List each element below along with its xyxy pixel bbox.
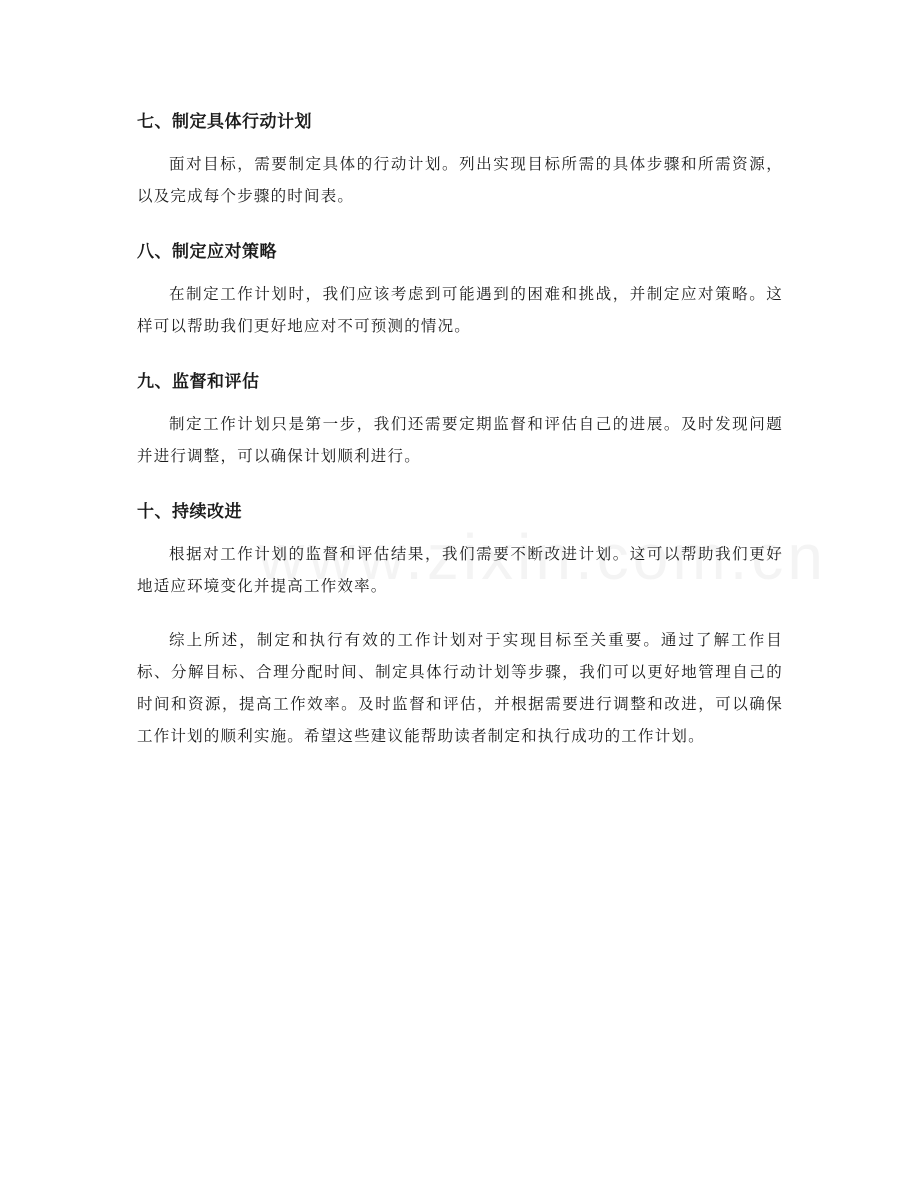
section-8	[137, 234, 783, 342]
section-heading: 七、制定具体行动计划	[137, 112, 312, 132]
section-heading: 八、制定应对策略	[137, 242, 277, 262]
section-heading: 十、持续改进	[137, 502, 242, 522]
section-paragraph: 制定工作计划只是第一步，我们还需要定期监督和评估自己的进展。及时发现问题并进行调整，可以确保计划顺利进行。	[137, 415, 783, 465]
section-heading: 九、监督和评估	[137, 372, 260, 392]
section-9	[137, 364, 783, 472]
section-paragraph: 在制定工作计划时，我们应该考虑到可能遇到的困难和挑战，并制定应对策略。这样可以帮助我们更好地应对不可预测的情况。	[137, 285, 783, 335]
section-7	[137, 104, 783, 212]
document-body	[137, 104, 783, 774]
section-10	[137, 494, 783, 602]
conclusion-paragraph: 综上所述，制定和执行有效的工作计划对于实现目标至关重要。通过了解工作目标、分解目标、合理分配时间、制定具体行动计划等步骤，我们可以更好地管理自己的时间和资源，提高工作效率。及时监督和评估，并根据需要进行调整和改进，可以确保工作计划的顺利实施。希望这些建议能帮助读者制定和执行成功的工作计划。	[137, 631, 783, 745]
section-paragraph: 根据对工作计划的监督和评估结果，我们需要不断改进计划。这可以帮助我们更好地适应环境变化并提高工作效率。	[137, 545, 783, 595]
section-paragraph: 面对目标，需要制定具体的行动计划。列出实现目标所需的具体步骤和所需资源，以及完成每个步骤的时间表。	[137, 155, 783, 205]
